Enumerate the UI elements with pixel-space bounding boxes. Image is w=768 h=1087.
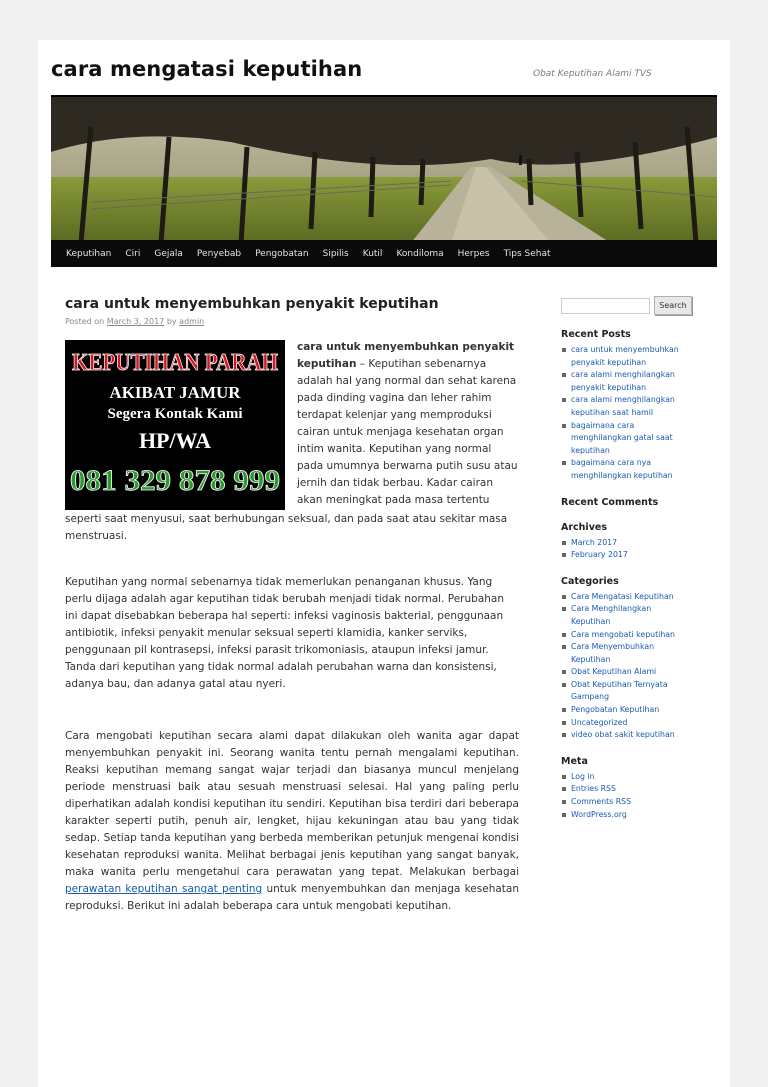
recent-post-link[interactable]: bagaimana cara menghilangkan gatal saat keputihan [561, 420, 692, 458]
nav-item-ciri[interactable]: Ciri [125, 248, 141, 259]
recent-posts-widget [561, 329, 692, 483]
archives-widget [561, 522, 692, 562]
category-link[interactable]: Cara Mengatasi Keputihan [561, 591, 692, 604]
recent-comments-widget [561, 497, 692, 508]
nav-item-tips-sehat[interactable]: Tips Sehat [503, 248, 551, 259]
recent-post-link[interactable]: cara alami menghilangkan penyakit keputihan [561, 369, 692, 394]
meta-link-comments-rss[interactable]: Comments RSS [561, 796, 692, 809]
post-content [65, 294, 519, 912]
image-line-2: AKIBAT JAMUR [109, 383, 241, 402]
post-image [65, 340, 285, 510]
post-date-link[interactable]: March 3, 2017 [106, 317, 165, 326]
paragraph-3-text-a: Cara mengobati keputihan secara alami dapat dilakukan oleh wanita agar dapat menyembuhkan penyakit ini. Seorang wanita tentu pernah mengalami keputihan. Reaksi keputihan memang sangat wajar terjadi dan biasanya muncul menjelang periode menstruasi baik atau sesuah menstruasi selesai. Hal yang paling perlu diperhatikan adalah kondisi keputihan itu sendiri. Keputihan bisa terdiri dari beberapa karakter seperti putih, penuh air, lengket, hijau kekuningan atau bau yang tidak sedap. Setiap tanda keputihan yang berbeda memberikan petunjuk mengenai kondisi kesehatan reproduksi wanita. Melihat berbagai jenis keputihan yang sangat banyak, maka wanita perlu mengetahui cara perawatan yang tepat. Melakukan berbagai [65, 730, 519, 878]
entry-paragraph-3 [65, 728, 519, 915]
meta-link-login[interactable]: Log in [561, 771, 692, 784]
category-link[interactable]: video obat sakit keputihan [561, 729, 692, 742]
category-link[interactable]: Obat Keputihan Ternyata Gampang [561, 679, 692, 704]
nav-item-sipilis[interactable]: Sipilis [322, 248, 349, 259]
recent-posts-title: Recent Posts [561, 329, 631, 340]
recent-post-link[interactable]: cara alami menghilangkan keputihan saat hamil [561, 394, 692, 419]
image-line-5: 081 329 878 999 [70, 464, 280, 497]
category-link[interactable]: Uncategorized [561, 717, 692, 730]
category-link[interactable]: Obat Keputihan Alami [561, 666, 692, 679]
nav-item-kondiloma[interactable]: Kondiloma [396, 248, 444, 259]
nav-item-gejala[interactable]: Gejala [154, 248, 183, 259]
recent-post-link[interactable]: bagaimana cara nya menghilangkan keputihan [561, 457, 692, 482]
archive-link[interactable]: March 2017 [561, 537, 692, 550]
paragraph-3-link[interactable]: perawatan keputihan sangat penting [65, 883, 263, 895]
meta-link-wordpress[interactable]: WordPress.org [561, 809, 692, 822]
search-input[interactable] [561, 298, 650, 314]
image-line-1: KEPUTIHAN PARAH [72, 350, 279, 376]
meta-widget [561, 756, 692, 821]
category-link[interactable]: Cara mengobati keputihan [561, 629, 692, 642]
nav-item-kutil[interactable]: Kutil [362, 248, 383, 259]
site-description: Obat Keputihan Alami TVS [533, 69, 652, 79]
sidebar [561, 296, 692, 821]
post-image-graphic [65, 340, 285, 510]
category-link[interactable]: Cara Menyembuhkan Keputihan [561, 641, 692, 666]
category-link[interactable]: Pengobatan Keputihan [561, 704, 692, 717]
paragraph-2-text: Keputihan yang normal sebenarnya tidak memerlukan penanganan khusus. Yang perlu dijaga adalah agar keputihan tidak berubah menjadi tidak normal. Perubahan ini dapat disebabkan beberapa hal seperti: infeksi vaginosis bakterial, penggunaan antibiotik, infeksi penyakit menular seksual seperti klamidia, kanker serviks, penggunaan pil kontrasepsi, infeksi parasit trikomoniasis, ataupun infeksi jamur. Tanda dari keputihan yang tidak normal adalah perubahan warna dan konsistensi, adanya bau, dan adanya gatal atau nyeri. [65, 576, 504, 690]
archive-link[interactable]: February 2017 [561, 549, 692, 562]
nav-item-pengobatan[interactable]: Pengobatan [255, 248, 309, 259]
post-author-link[interactable]: admin [179, 317, 205, 326]
nav-item-keputihan[interactable]: Keputihan [66, 248, 112, 259]
entry-paragraph-2 [65, 574, 519, 693]
site-title[interactable]: cara mengatasi keputihan [51, 57, 363, 81]
recent-post-link[interactable]: cara untuk menyembuhkan penyakit keputihan [561, 344, 692, 369]
archives-title: Archives [561, 521, 607, 533]
post-meta [65, 317, 519, 326]
nav-item-penyebab[interactable]: Penyebab [196, 248, 242, 259]
entry-intro [297, 339, 519, 509]
nav-item-herpes[interactable]: Herpes [457, 248, 490, 259]
category-link[interactable]: Cara Menghilangkan Keputihan [561, 603, 692, 628]
page [38, 40, 730, 1087]
meta-link-entries-rss[interactable]: Entries RSS [561, 783, 692, 796]
image-line-3: Segera Kontak Kami [107, 406, 243, 422]
post-title[interactable]: cara untuk menyembuhkan penyakit keputihan [65, 296, 439, 312]
intro-text: – Keputihan sebenarnya adalah hal yang normal dan sehat karena pada dinding vagina dan leher rahim terdapat kelenjar yang memproduksi cairan untuk menjaga kesehatan organ intim wanita. Keputihan yang normal pada umumnya berwarna putih susu atau jernih dan tidak berbau. Kadar cairan akan meningkat pada masa tertentu [297, 358, 518, 506]
header-banner-image [51, 95, 717, 241]
search-button[interactable]: Search [654, 296, 692, 315]
search-form [561, 296, 692, 315]
main-navigation [51, 240, 717, 267]
image-line-4: HP/WA [138, 428, 212, 453]
paragraph-3-text-b: untuk menyembuhkan dan menjaga kesehatan reproduksi. Berikut ini adalah beberapa cara untuk mengobati keputihan. [65, 883, 519, 912]
entry-intro-continued [65, 511, 519, 545]
meta-title: Meta [561, 755, 588, 767]
meta-posted-label: Posted on [65, 317, 105, 326]
intro-keyword: cara untuk menyembuhkan penyakit keputihan [297, 341, 515, 370]
intro-continued-text: seperti saat menyusui, saat berhubungan seksual, dan pada saat atau sekitar masa menstruasi. [65, 513, 508, 542]
categories-title: Categories [561, 575, 619, 587]
recent-comments-title: Recent Comments [561, 496, 659, 508]
meta-by-label: by [166, 317, 177, 326]
categories-widget [561, 576, 692, 742]
